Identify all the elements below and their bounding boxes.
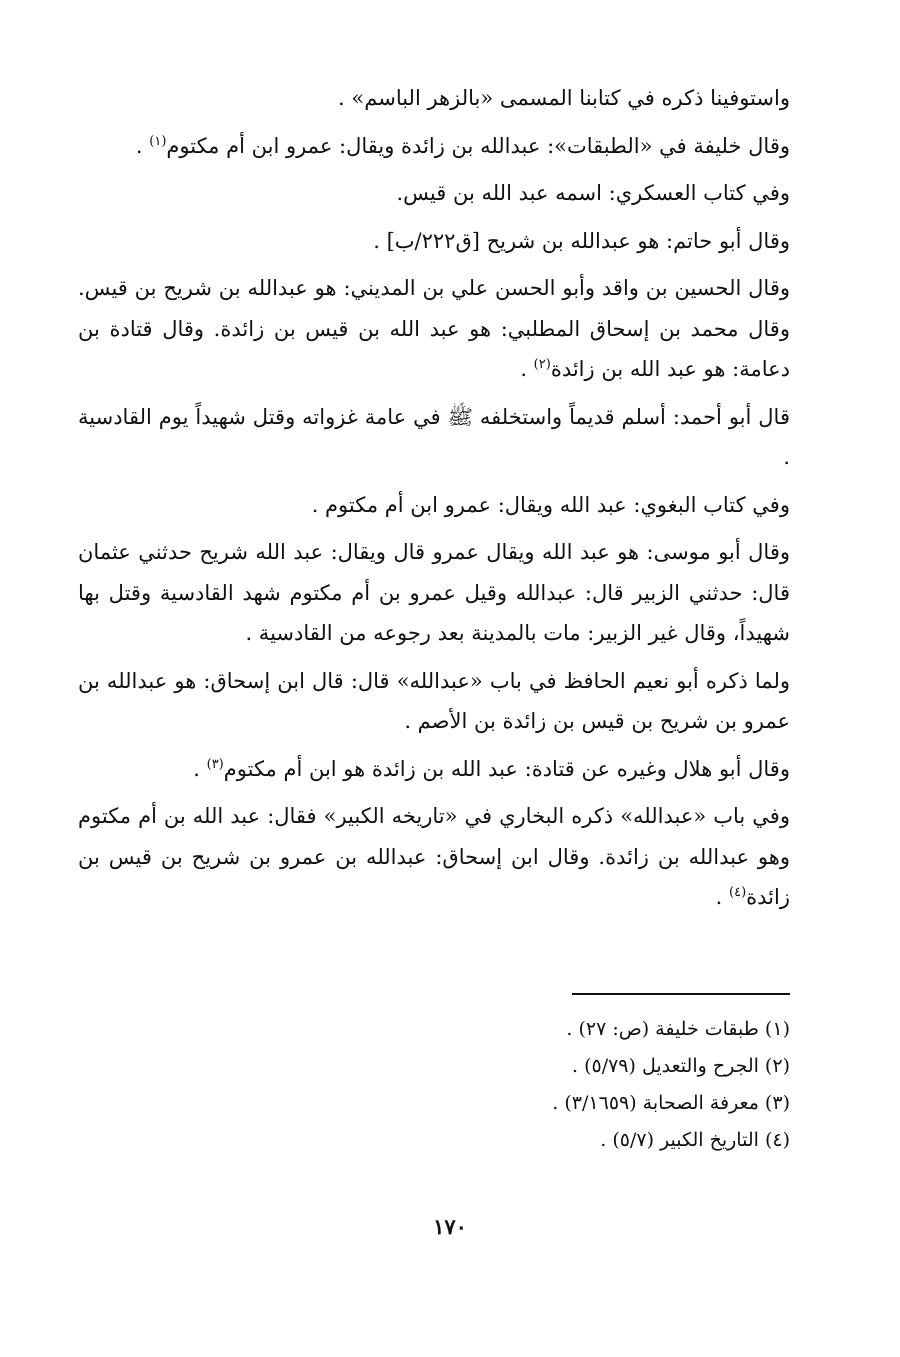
paragraph: وقال الحسين بن واقد وأبو الحسن علي بن المديني: هو عبدالله بن شريح بن قيس. وقال محمد بن إسحاق المطلبي: هو عبد الله بن قيس بن زائدة. وقال قتادة بن دعامة: هو عبد الله بن زائدة$^{(٢)}$ . bbox=[78, 276, 790, 381]
paragraph: وقال أبو موسى: هو عبد الله ويقال عمرو قال ويقال: عبد الله شريح حدثني عثمان قال: حدثني الزبير قال: عبدالله وقيل عمرو بن أم مكتوم شهد القادسية وقتل بها شهيداً، وقال غير الزبير: مات بالمدينة بعد رجوعه من القادسية . bbox=[78, 540, 790, 645]
main-text bbox=[78, 78, 790, 925]
footnote-reference: (٣) bbox=[206, 756, 224, 772]
paragraph: واستوفينا ذكره في كتابنا المسمى «بالزهر الباسم» . bbox=[338, 86, 790, 110]
footnote: (٢) الجرح والتعديل (٥/٧٩) . bbox=[572, 1055, 790, 1077]
footnote-reference: (٢) bbox=[533, 357, 551, 372]
paragraph: وقال أبو هلال وغيره عن قتادة: عبد الله بن زائدة هو ابن أم مكتوم$^{(٣)}$ . bbox=[193, 756, 790, 781]
footnote: (١) طبقات خليفة (ص: ٢٧) . bbox=[566, 1018, 790, 1040]
paragraph: وفي كتاب البغوي: عبد الله ويقال: عمرو ابن أم مكتوم . bbox=[311, 492, 790, 517]
paragraph: وفي باب «عبدالله» ذكره البخاري في «تاريخه الكبير» فقال: عبد الله بن أم مكتوم وهو عبدالله بن زائدة. وقال ابن إسحاق: عبدالله بن عمرو بن شريح بن قيس بن زائدة$^{(٤)}$ . bbox=[78, 804, 790, 909]
paragraph: ولما ذكره أبو نعيم الحافظ في باب «عبدالله» قال: قال ابن إسحاق: هو عبدالله بن عمرو بن شريح بن قيس بن زائدة بن الأصم . bbox=[78, 668, 790, 733]
paragraph: قال أبو أحمد: أسلم قديماً واستخلفه ﷺ في عامة غزواته وقتل شهيداً يوم القادسية . bbox=[78, 404, 790, 469]
page-number: ١٧٠ bbox=[433, 1214, 467, 1239]
paragraph: وفي كتاب العسكري: اسمه عبد الله بن قيس. bbox=[396, 181, 790, 205]
footnote-divider bbox=[572, 993, 790, 995]
footnote-reference: (٤) bbox=[729, 885, 747, 900]
footnote: (٤) التاريخ الكبير (٥/٧) . bbox=[600, 1129, 790, 1151]
footnotes bbox=[78, 1011, 790, 1159]
paragraph: وقال أبو حاتم: هو عبدالله بن شريح [ق٢٢٢/ب] . bbox=[373, 228, 790, 253]
footnote: (٣) معرفة الصحابة (٣/١٦٥٩) . bbox=[552, 1092, 790, 1114]
paragraph: وقال خليفة في «الطبقات»: عبدالله بن زائدة ويقال: عمرو ابن أم مكتوم$^{(١)}$ . bbox=[135, 133, 790, 158]
footnote-reference: (١) bbox=[149, 133, 167, 149]
